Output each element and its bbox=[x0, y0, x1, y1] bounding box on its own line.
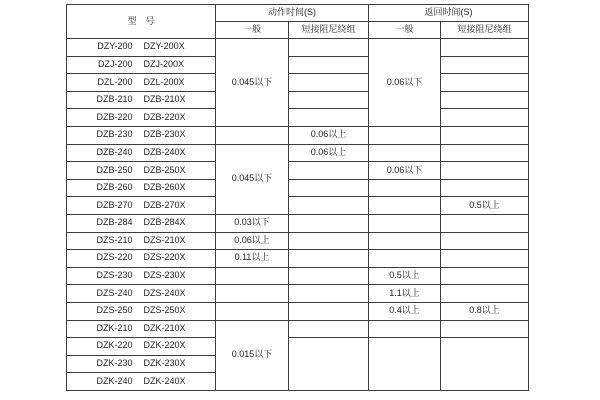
cell-act-damping: 0.06以上 bbox=[289, 144, 369, 162]
model-name-b: DZB-220X bbox=[143, 111, 186, 122]
header-model: 型 号 bbox=[67, 5, 216, 39]
cell-act-damping bbox=[289, 74, 369, 92]
cell-ret-damping bbox=[441, 56, 529, 74]
header-action-time: 动作时间(S) bbox=[216, 5, 369, 22]
cell-ret-general: 0.5以上 bbox=[369, 267, 441, 285]
model-name-b: DZL-200X bbox=[143, 76, 185, 87]
model-name-b: DZB-250X bbox=[143, 164, 186, 175]
table-row bbox=[67, 250, 529, 268]
model-name-b: DZS-240X bbox=[143, 287, 186, 298]
table-row bbox=[67, 126, 529, 144]
cell-act-damping bbox=[289, 91, 369, 109]
cell-ret-general bbox=[369, 320, 441, 338]
table-row bbox=[67, 179, 529, 197]
model-cell bbox=[67, 214, 216, 232]
cell-ret-damping bbox=[441, 91, 529, 109]
table-row bbox=[67, 162, 529, 180]
model-cell bbox=[67, 267, 216, 285]
model-name-a: DZS-220 bbox=[96, 252, 133, 263]
cell-act-damping bbox=[289, 302, 369, 320]
table-row bbox=[67, 39, 529, 57]
model-name-a: DZB-260 bbox=[96, 182, 133, 193]
cell-ret-damping bbox=[441, 320, 529, 338]
cell-ret-damping bbox=[441, 214, 529, 232]
cell-ret-general: 0.06以下 bbox=[369, 162, 441, 180]
model-cell bbox=[67, 232, 216, 250]
model-name-b: DZB-260X bbox=[143, 182, 186, 193]
cell-act-damping bbox=[289, 197, 369, 215]
cell-ret-damping bbox=[441, 232, 529, 250]
table-row bbox=[67, 56, 529, 74]
cell-ret-damping bbox=[441, 39, 529, 57]
table-row bbox=[67, 320, 529, 338]
cell-act-general: 0.06以上 bbox=[216, 232, 289, 250]
model-name-a: DZB-230 bbox=[96, 129, 133, 140]
model-name-a: DZB-250 bbox=[96, 164, 133, 175]
header-return-damping: 短接阻尼绕组 bbox=[441, 22, 529, 39]
model-cell bbox=[67, 56, 216, 74]
cell-ret-damping bbox=[441, 109, 529, 127]
cell-act-general: 0.11以上 bbox=[216, 250, 289, 268]
cell-act-damping bbox=[289, 267, 369, 285]
cell-act-general: 0.015以下 bbox=[216, 320, 289, 390]
model-name-a: DZK-230 bbox=[96, 358, 133, 369]
model-name-a: DZK-210 bbox=[96, 322, 133, 333]
table-row bbox=[67, 74, 529, 92]
model-name-b: DZB-270X bbox=[143, 199, 186, 210]
model-name-b: DZY-200X bbox=[143, 41, 185, 52]
cell-act-damping bbox=[289, 214, 369, 232]
cell-ret-damping bbox=[441, 285, 529, 303]
model-name-b: DZS-250X bbox=[143, 305, 186, 316]
cell-ret-damping bbox=[441, 179, 529, 197]
cell-act-damping bbox=[289, 285, 369, 303]
cell-ret-general bbox=[369, 144, 441, 162]
spec-table bbox=[66, 4, 529, 391]
cell-ret-damping bbox=[441, 267, 529, 285]
cell-act-damping bbox=[289, 56, 369, 74]
model-cell bbox=[67, 91, 216, 109]
cell-act-damping bbox=[289, 179, 369, 197]
cell-ret-damping bbox=[441, 338, 529, 391]
model-name-a: DZY-200 bbox=[97, 41, 133, 52]
cell-act-general: 0.045以下 bbox=[216, 39, 289, 127]
table-row bbox=[67, 232, 529, 250]
model-name-a: DZS-210 bbox=[96, 234, 133, 245]
model-cell bbox=[67, 197, 216, 215]
model-name-a: DZJ-200 bbox=[97, 58, 133, 69]
model-cell bbox=[67, 39, 216, 57]
model-cell bbox=[67, 179, 216, 197]
cell-ret-general: 0.4以上 bbox=[369, 302, 441, 320]
model-name-b: DZK-210X bbox=[143, 322, 186, 333]
model-name-a: DZS-230 bbox=[96, 270, 133, 281]
model-name-b: DZS-220X bbox=[143, 252, 186, 263]
cell-act-damping bbox=[289, 250, 369, 268]
model-name-b: DZJ-200X bbox=[143, 58, 185, 69]
model-name-b: DZB-210X bbox=[143, 94, 186, 105]
cell-act-damping: 0.06以上 bbox=[289, 126, 369, 144]
model-cell bbox=[67, 338, 216, 356]
header-return-general: 一般 bbox=[369, 22, 441, 39]
cell-act-general bbox=[216, 126, 289, 144]
model-name-a: DZK-240 bbox=[96, 375, 133, 386]
model-name-b: DZS-230X bbox=[143, 270, 186, 281]
model-name-b: DZB-284X bbox=[143, 217, 186, 228]
cell-act-damping bbox=[289, 338, 369, 391]
cell-act-general: 0.03以下 bbox=[216, 214, 289, 232]
model-name-a: DZB-270 bbox=[96, 199, 133, 210]
table-row bbox=[67, 338, 529, 356]
model-name-b: DZK-220X bbox=[143, 340, 186, 351]
cell-ret-general bbox=[369, 126, 441, 144]
model-cell bbox=[67, 355, 216, 373]
cell-ret-general bbox=[369, 250, 441, 268]
model-cell bbox=[67, 302, 216, 320]
model-name-b: DZK-240X bbox=[143, 375, 186, 386]
cell-ret-damping: 0.8以上 bbox=[441, 302, 529, 320]
model-name-a: DZB-210 bbox=[96, 94, 133, 105]
cell-act-general bbox=[216, 285, 289, 303]
model-cell bbox=[67, 320, 216, 338]
cell-ret-general bbox=[369, 338, 441, 391]
cell-ret-general bbox=[369, 197, 441, 215]
model-name-a: DZS-250 bbox=[96, 305, 133, 316]
cell-act-damping bbox=[289, 39, 369, 57]
table-row bbox=[67, 197, 529, 215]
model-name-a: DZK-220 bbox=[96, 340, 133, 351]
header-return-time: 返回时间(S) bbox=[369, 5, 529, 22]
cell-ret-damping bbox=[441, 250, 529, 268]
table-row bbox=[67, 267, 529, 285]
model-cell bbox=[67, 74, 216, 92]
model-name-b: DZS-210X bbox=[143, 234, 186, 245]
model-cell bbox=[67, 285, 216, 303]
model-name-b: DZB-240X bbox=[143, 146, 186, 157]
table-row bbox=[67, 144, 529, 162]
model-cell bbox=[67, 373, 216, 391]
cell-act-damping bbox=[289, 232, 369, 250]
model-cell bbox=[67, 144, 216, 162]
cell-ret-damping bbox=[441, 74, 529, 92]
cell-ret-damping bbox=[441, 126, 529, 144]
cell-ret-damping bbox=[441, 162, 529, 180]
cell-act-general: 0.045以下 bbox=[216, 144, 289, 214]
header-action-general: 一般 bbox=[216, 22, 289, 39]
model-name-b: DZB-230X bbox=[143, 129, 186, 140]
model-cell bbox=[67, 250, 216, 268]
table-row bbox=[67, 109, 529, 127]
cell-ret-general bbox=[369, 214, 441, 232]
table-row bbox=[67, 214, 529, 232]
model-name-a: DZB-240 bbox=[96, 146, 133, 157]
cell-act-damping bbox=[289, 109, 369, 127]
cell-ret-general: 1.1以上 bbox=[369, 285, 441, 303]
model-name-a: DZS-240 bbox=[96, 287, 133, 298]
cell-ret-general bbox=[369, 232, 441, 250]
cell-ret-general bbox=[369, 179, 441, 197]
table-row bbox=[67, 285, 529, 303]
model-name-a: DZB-284 bbox=[96, 217, 133, 228]
header-action-damping: 短接阻尼绕组 bbox=[289, 22, 369, 39]
table-row bbox=[67, 91, 529, 109]
model-name-a: DZB-220 bbox=[96, 111, 133, 122]
cell-act-damping bbox=[289, 320, 369, 338]
cell-act-general bbox=[216, 302, 289, 320]
model-name-b: DZK-230X bbox=[143, 358, 186, 369]
model-cell bbox=[67, 162, 216, 180]
table-row bbox=[67, 302, 529, 320]
model-name-a: DZL-200 bbox=[97, 76, 133, 87]
cell-ret-general: 0.06以下 bbox=[369, 39, 441, 127]
cell-act-general bbox=[216, 267, 289, 285]
model-cell bbox=[67, 126, 216, 144]
cell-act-damping bbox=[289, 162, 369, 180]
cell-ret-damping bbox=[441, 144, 529, 162]
cell-ret-damping: 0.5以上 bbox=[441, 197, 529, 215]
model-cell bbox=[67, 109, 216, 127]
